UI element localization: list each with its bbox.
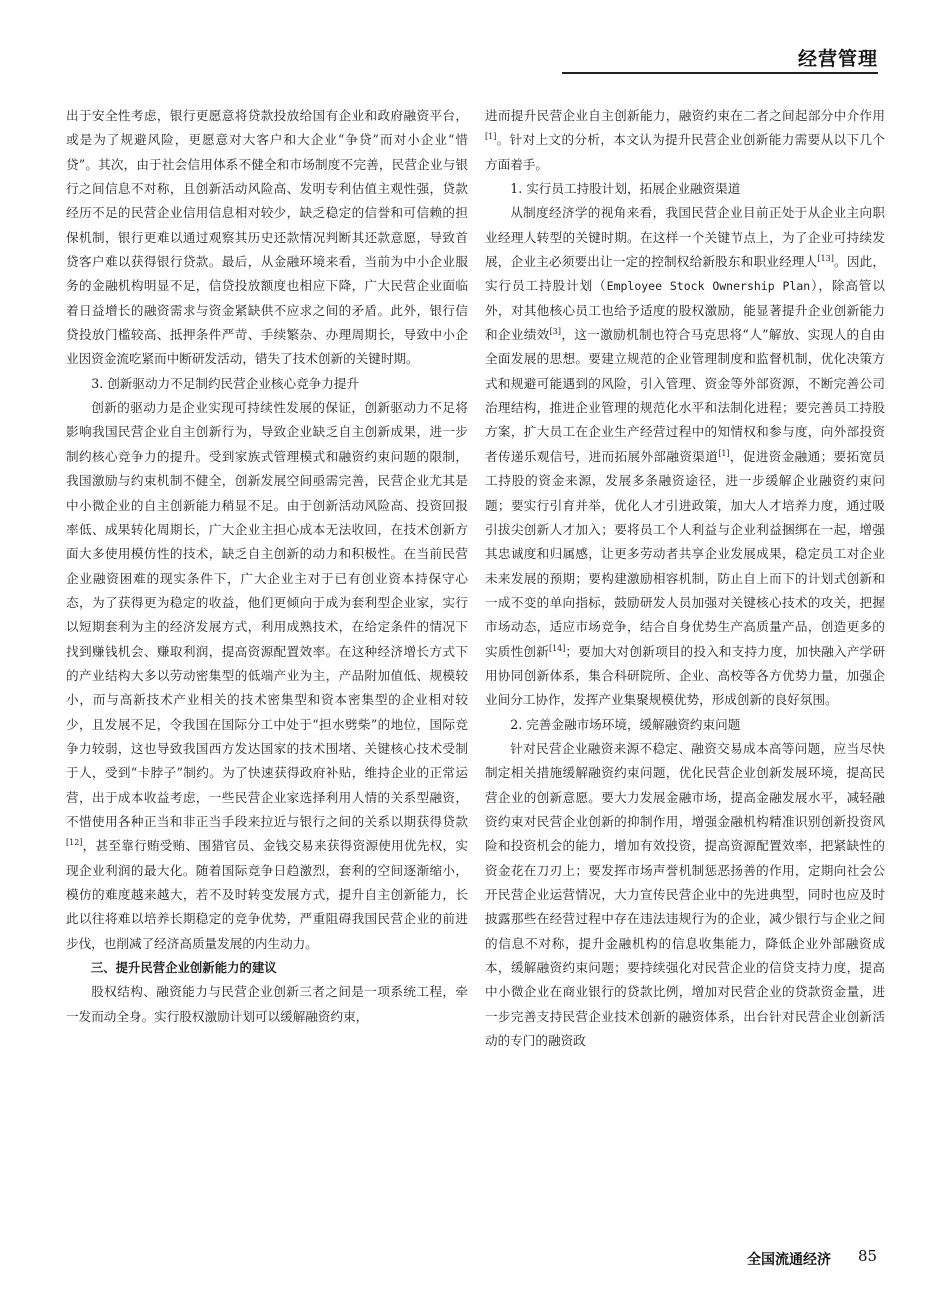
citation-ref: [3] <box>549 326 562 336</box>
text-run: 。因此，实行员工持股计划（ <box>485 254 885 294</box>
text-run: ，这一激励机制也符合马克思将“人”解放、实现人的自由全面发展的思想。要建立规范的企业管理制度和监督机制，优化决策方式和规避可能遇到的风险，引入管理、资金等外部资源，不断完善公司治理结构，推进企业管理的规范化水平和法制化进程；要完善员工持股方案，扩大员工在企业生产经营过程中的知情权和参与度，向外部投资者传递乐观信号，进而拓展外部融资渠道 <box>485 327 885 464</box>
text-run: ，促进资金融通；要拓宽员工持股的资金来源，发展多条融资途径，进一步缓解企业融资约束问题；要实行引育并举，优化人才引进政策，加大人才培养力度，通过吸引拔尖创新人才加入；要将员工个人利益与企业利益捆绑在一起，增强其忠诚度和归属感，让更多劳动者共享企业发展成果，稳定员工对企业未来发展的预期；要构建激励相容机制，防止自上而下的计划式创新和一成不变的单向指标，鼓励研发人员加强对关键核心技术的攻关，把握市场动态，适应市场竞争，结合自身优势生产高质量产品，创造更多的实质性创新 <box>485 448 885 659</box>
header-rule <box>562 72 878 74</box>
text-run: ；要加大对创新项目的投入和支持力度，加快融入产学研用协同创新体系，集合科研院所、企业、高校等各方优势力量，加强企业间分工协作，发挥产业集聚规模优势，形成创新的良好氛围。 <box>485 643 885 708</box>
journal-name: 全国流通经济 <box>747 1252 831 1268</box>
subsection-heading: 3. 创新驱动力不足制约民营企业核心竞争力提升 <box>91 375 360 391</box>
citation-ref: [1] <box>485 132 497 142</box>
citation-ref: [13] <box>817 253 834 263</box>
paragraph: 出于安全性考虑，银行更愿意将贷款投放给国有企业和政府融资平台，或是为了规避风险，更愿意对大客户和大企业“争贷”而对小企业“惜贷”。其次，由于社会信用体系不健全和市场制度不完善，民营企业与银行之间信息不对称，且创新活动风险高、发明专利估值主观性强，贷款经历不足的民营企业信用信息相对较少，缺乏稳定的信誉和可信赖的担保机制，银行更难以通过观察其历史还款情况判断其还款意愿，导致首贷客户难以获得银行贷款。最后，从金融环境来看，当前为中小企业服务的金融机构明显不足，信贷投放额度也相应下降，广大民营企业面临着日益增长的融资需求与资金紧缺供不应求之间的矛盾。此外，银行信贷投放门槛较高、抵押条件严苛、手续繁杂、办理周期长，导致中小企业因资金流吃紧而中断研发活动，错失了技术创新的关键时期。 <box>66 108 468 367</box>
paragraph <box>485 201 885 712</box>
text-run: 进而提升民营企业自主创新能力，融资约束在二者之间起部分中介作用 <box>485 108 885 123</box>
section-heading: 三、提升民营企业创新能力的建议 <box>90 960 277 976</box>
english-term: Employee Stock Ownership Plan <box>606 279 811 294</box>
page-number: 85 <box>858 1247 878 1265</box>
text-run: 。针对上文的分析，本文认为提升民营企业创新能力需要从以下几个方面着手。 <box>485 132 885 172</box>
citation-ref: [1] <box>718 448 730 458</box>
paragraph: 股权结构、融资能力与民营企业创新三者之间是一项系统工程，牵一发而动全身。实行股权激励计划可以缓解融资约束， <box>66 984 468 1024</box>
right-column <box>485 104 885 1219</box>
text-run: 从制度经济学的视角来看，我国民营企业目前正处于从企业主向职业经理人转型的关键时期。在这样一个关键节点上，为了企业可持续发展，企业主必须要出让一定的控制权给新股东和职业经理人 <box>485 205 885 270</box>
text-run: ，甚至靠行贿受贿、围猎官员、金钱交易来获得资源使用优先权，实现企业利润的最大化。随着国际竞争日趋激烈，套利的空间逐渐缩小，模仿的难度越来越大，若不及时转变发展方式，提升自主创新能力，长此以往将难以培养长期稳定的竞争优势，严重阻碍我国民营企业的前进步伐，也削减了经济高质量发展的内生动力。 <box>66 838 468 951</box>
paragraph <box>485 104 885 177</box>
citation-ref: [14] <box>548 643 566 653</box>
citation-ref: [12] <box>66 838 83 848</box>
paragraph: 针对民营企业融资来源不稳定、融资交易成本高等问题，应当尽快制定相关措施缓解融资约束问题，优化民营企业创新发展环境，提高民营企业的创新意愿。要大力发展金融市场，提高金融发展水平，减轻融资约束对民营企业创新的抑制作用，增强金融机构精准识别创新投资风险和投资机会的能力，增加有效投资，提高资源配置效率，把紧缺性的资金花在刀刃上；要发挥市场声誉机制惩恶扬善的作用，定期向社会公开民营企业运营情况，大力宣传民营企业中的先进典型，同时也应及时披露那些在经营过程中存在违法违规行为的企业，减少银行与企业之间的信息不对称，提升金融机构的信息收集能力，降低企业外部融资成本，缓解融资约束问题；要持续强化对民营企业的信贷支持力度，提高中小微企业在商业银行的贷款比例，增加对民营企业的贷款资金量，进一步完善支持民营企业技术创新的融资体系，出台针对民营企业创新活动的专门的融资政 <box>485 740 885 1049</box>
text-run: 创新的驱动力是企业实现可持续性发展的保证，创新驱动力不足将影响我国民营企业自主创新行为，导致企业缺乏自主创新成果，进一步制约核心竞争力的提升。受到家族式管理模式和融资约束问题的限制，我国激励与约束机制不健全，创新发展空间亟需完善，民营企业尤其是中小微企业的自主创新能力稍显不足。由于创新活动风险高、投资回报率低、成果转化周期长，广大企业主担心成本无法收回，在技术创新方面大多使用模仿性的技术，缺乏自主创新的动力和积极性。在当前民营企业融资困难的现实条件下，广大企业主对于已有创业资本持保守心态，为了获得更为稳定的收益，他们更倾向于成为套利型企业家，实行以短期套利为主的经济发展方式，利用成熟技术，在给定条件的情况下找到赚钱机会、赚取利润，提高资源配置效率。在这种经济增长方式下的产业结构大多以劳动密集型的低端产业为主，产品附加值低、规模较小，而与高新技术产业相关的技术密集型和资本密集型的企业相对较少，且发展不足，令我国在国际分工中处于“担水劈柴”的地位，国际竞争力较弱，这也导致我国西方发达国家的技术围堵、关键核心技术受制于人，受到“卡脖子”制约。为了快速获得政府补贴，维持企业的正常运营，出于成本收益考虑，一些民营企业家选择利用人情的关系型融资，不惜使用各种正当和非正当手段来拉近与银行之间的关系以期获得贷款 <box>66 400 468 829</box>
left-column <box>66 104 468 1219</box>
subsection-heading: 2. 完善金融市场环境，缓解融资约束问题 <box>510 716 741 732</box>
subsection-heading: 1. 实行员工持股计划，拓展企业融资渠道 <box>510 181 741 197</box>
section-header: 经营管理 <box>797 48 878 70</box>
paragraph <box>66 396 468 956</box>
text-run: ），除高管以外，对其他核心员工也给予适度的股权激励，能显著提升企业创新能力和企业绩效 <box>485 278 885 343</box>
